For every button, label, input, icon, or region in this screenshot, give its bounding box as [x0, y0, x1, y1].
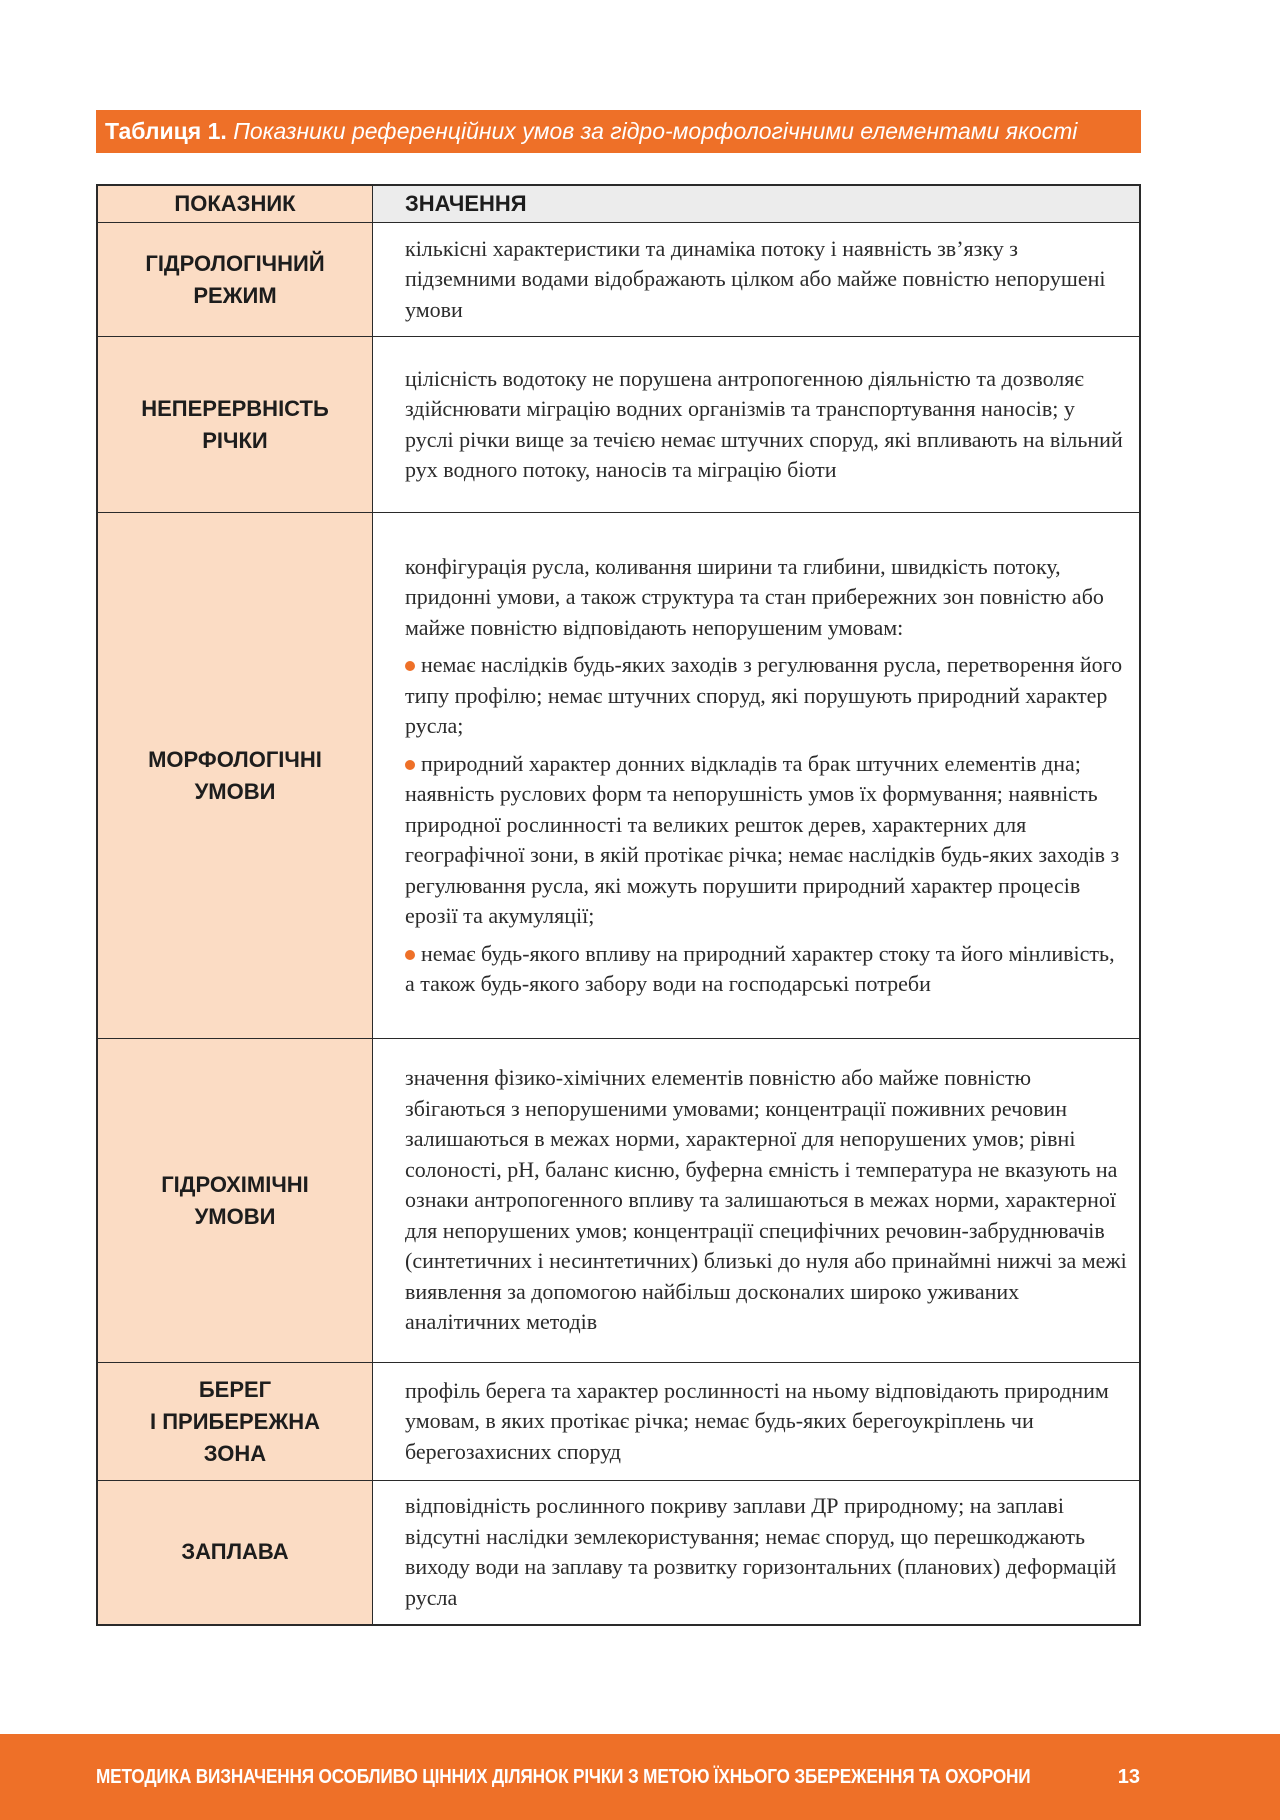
value-cell — [373, 513, 1141, 1039]
bullet-dot-icon — [405, 950, 415, 960]
bullet-dot-icon — [405, 760, 415, 770]
table-caption — [96, 110, 1141, 153]
column-header-indicator: ПОКАЗНИК — [97, 185, 373, 223]
column-header-value: ЗНАЧЕННЯ — [373, 185, 1141, 223]
page-number: 13 — [1117, 1766, 1140, 1788]
footer-title: МЕТОДИКА ВИЗНАЧЕННЯ ОСОБЛИВО ЦІННИХ ДІЛЯНОК РІЧКИ З МЕТОЮ ЇХНЬОГО ЗБЕРЕЖЕННЯ ТА ОХОРОНИ — [96, 1766, 1031, 1788]
reference-conditions-table — [96, 184, 1141, 1626]
value-cell — [373, 337, 1141, 513]
bullet-list — [405, 650, 1127, 1000]
value-text: цілісність водотоку не порушена антропогенною діяльністю та дозволяє здійснювати міграцію водних організмів та транспортування наносів; у руслі річки вище за течією немає штучних споруд, які впливають на вільний рух водного потоку, наносів та міграцію біоти — [405, 365, 1123, 482]
list-item — [405, 650, 1127, 742]
table-row — [97, 1039, 1140, 1363]
table-row — [97, 1481, 1140, 1625]
value-text: конфігурація русла, коливання ширини та глибини, швидкість потоку, придонні умови, а також структура та стан прибережних зон повністю або майже повністю відповідають непорушеним умовам: — [405, 553, 1104, 640]
caption-label: Таблиця 1. — [105, 118, 227, 144]
table-row — [97, 513, 1140, 1039]
bullet-dot-icon — [405, 661, 415, 671]
indicator-cell: ГІДРОХІМІЧНІ УМОВИ — [97, 1039, 373, 1363]
indicator-cell: ГІДРОЛОГІЧНИЙ РЕЖИМ — [97, 223, 373, 337]
list-item-text: немає будь-якого впливу на природний характер стоку та його мінливість, а також будь-якого забору води на господарські потреби — [405, 940, 1115, 996]
caption-text: Показники референційних умов за гідро-морфологічними елементами якості — [233, 118, 1078, 144]
value-cell — [373, 1039, 1141, 1363]
value-cell — [373, 1481, 1141, 1625]
table-row — [97, 223, 1140, 337]
page-footer — [0, 1734, 1280, 1820]
list-item — [405, 749, 1127, 932]
indicator-cell: НЕПЕРЕРВНІСТЬ РІЧКИ — [97, 337, 373, 513]
list-item — [405, 939, 1127, 1000]
value-text: відповідність рослинного покриву заплави ДР природному; на заплаві відсутні наслідки землекористування; немає споруд, що перешкоджають виходу води на заплаву та розвитку горизонтальних (планових) деформацій русла — [405, 1493, 1117, 1610]
indicator-cell: ЗАПЛАВА — [97, 1481, 373, 1625]
list-item-text: природний характер донних відкладів та брак штучних елементів дна; наявність руслових форм та непорушність умов їх формування; наявність природної рослинності та великих решток дерев, характерних для географічної зони, в якій протікає річка; немає наслідків будь-яких заходів з регулювання русла, які можуть порушити природний характер процесів ерозії та акумуляції; — [405, 750, 1120, 928]
value-text: кількісні характеристики та динаміка потоку і наявність зв’язку з підземними водами відображають цілком або майже повністю непорушені умови — [405, 235, 1106, 322]
list-item-text: немає наслідків будь-яких заходів з регулювання русла, перетворення його типу профілю; немає штучних споруд, які порушують природний характер русла; — [405, 652, 1123, 738]
table-row — [97, 337, 1140, 513]
value-text: значення фізико-хімічних елементів повністю або майже повністю збігаються з непорушеними умовами; концентрації поживних речовин залишаються в межах норми, характерної для непорушених умов; рівні солоності, pH, баланс кисню, буферна ємність і температура не вказують на ознаки антропогенного впливу та залишаються в межах норми, характерної для непорушених умов; концентрації специфічних речовин-забруднювачів (синтетичних і несинтетичних) близькі до нуля або принаймні нижчі за межі виявлення за допомогою найбільш досконалих широко уживаних аналітичних методів — [405, 1065, 1127, 1335]
indicator-cell: БЕРЕГ І ПРИБЕРЕЖНА ЗОНА — [97, 1363, 373, 1481]
value-cell — [373, 1363, 1141, 1481]
table-header-row — [97, 185, 1140, 223]
table-row — [97, 1363, 1140, 1481]
value-cell — [373, 223, 1141, 337]
indicator-cell: МОРФОЛОГІЧНІ УМОВИ — [97, 513, 373, 1039]
value-text: профіль берега та характер рослинності на ньому відповідають природним умовам, в яких протікає річка; немає будь-яких берегоукріплень чи берегозахисних споруд — [405, 1377, 1109, 1464]
